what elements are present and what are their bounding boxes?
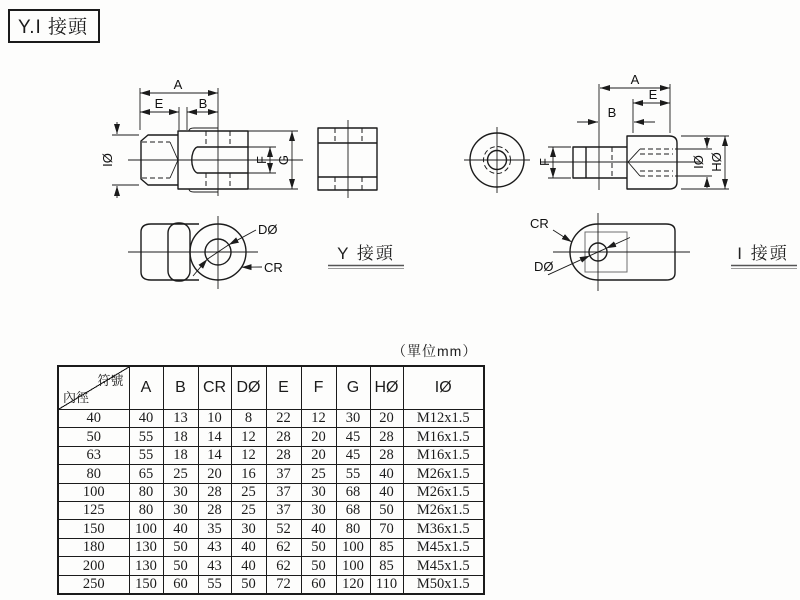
dim-value-cell: M12x1.5 [403, 410, 484, 428]
row-size-cell: 250 [58, 575, 129, 594]
dim-value-cell: M16x1.5 [403, 428, 484, 446]
table-row [58, 410, 484, 428]
dim-value-cell: 52 [266, 520, 301, 538]
row-size-cell: 180 [58, 538, 129, 556]
y-caption-text: Y 接頭 [337, 244, 395, 263]
col-header-b: B [163, 366, 198, 410]
col-header-i-dia: IØ [403, 366, 484, 410]
dim-value-cell: 37 [266, 501, 301, 519]
table-row [58, 575, 484, 594]
dim-value-cell: 85 [370, 538, 403, 556]
dim-value-cell: 55 [129, 446, 163, 464]
table-row [58, 446, 484, 464]
dim-value-cell: 20 [301, 428, 336, 446]
dim-value-cell: 20 [198, 465, 231, 483]
dim-label-i-dia: IØ [100, 153, 115, 167]
dim-value-cell: 50 [301, 557, 336, 575]
table-row [58, 501, 484, 519]
dim-value-cell: 62 [266, 557, 301, 575]
dim-value-cell: 55 [129, 428, 163, 446]
dim-value-cell: 45 [336, 446, 370, 464]
dim-value-cell: 150 [129, 575, 163, 594]
dim-value-cell: 30 [163, 501, 198, 519]
row-size-cell: 100 [58, 483, 129, 501]
col-header-f: F [301, 366, 336, 410]
dim-value-cell: 50 [163, 557, 198, 575]
dim-value-cell: 43 [198, 557, 231, 575]
dim-value-cell: 37 [266, 483, 301, 501]
dim-value-cell: 130 [129, 538, 163, 556]
dim-value-cell: 30 [163, 483, 198, 501]
i-joint-caption [731, 244, 797, 269]
dim-value-cell: 14 [198, 428, 231, 446]
dim-value-cell: 20 [301, 446, 336, 464]
dim-value-cell: 12 [301, 410, 336, 428]
dim-value-cell: 30 [336, 410, 370, 428]
dim-value-cell: 40 [370, 465, 403, 483]
dim-value-cell: M16x1.5 [403, 446, 484, 464]
dim-value-cell: 10 [198, 410, 231, 428]
col-header-h-dia: HØ [370, 366, 403, 410]
dim-value-cell: 28 [266, 446, 301, 464]
dim-value-cell: 110 [370, 575, 403, 594]
dim-value-cell: 55 [198, 575, 231, 594]
dimension-table [57, 365, 485, 595]
dim-value-cell: M50x1.5 [403, 575, 484, 594]
i-joint-end-view [464, 127, 530, 193]
dim-value-cell: 28 [266, 428, 301, 446]
dim-value-cell: 25 [231, 483, 266, 501]
dim-value-cell: M26x1.5 [403, 501, 484, 519]
dim-value-cell: 80 [129, 501, 163, 519]
dim-label-e: E [648, 87, 658, 102]
y-joint-top-view [128, 216, 283, 289]
dim-value-cell: 25 [301, 465, 336, 483]
y-joint-end-view [318, 120, 377, 198]
i-joint-top-view [530, 213, 690, 291]
dim-value-cell: 28 [370, 428, 403, 446]
dim-label-a: A [173, 77, 183, 92]
dim-value-cell: 130 [129, 557, 163, 575]
dim-value-cell: 68 [336, 501, 370, 519]
dim-value-cell: 50 [231, 575, 266, 594]
dim-value-cell: 37 [266, 465, 301, 483]
dim-value-cell: M26x1.5 [403, 483, 484, 501]
dim-value-cell: 40 [163, 520, 198, 538]
dim-value-cell: M36x1.5 [403, 520, 484, 538]
dim-value-cell: 30 [231, 520, 266, 538]
dim-value-cell: 14 [198, 446, 231, 464]
col-header-cr: CR [198, 366, 231, 410]
dim-value-cell: 13 [163, 410, 198, 428]
table-row [58, 465, 484, 483]
row-size-cell: 50 [58, 428, 129, 446]
dim-value-cell: 35 [198, 520, 231, 538]
corner-label-symbol: 符號 [97, 373, 124, 388]
dim-value-cell: 100 [336, 557, 370, 575]
dim-value-cell: 40 [231, 538, 266, 556]
row-size-cell: 125 [58, 501, 129, 519]
dim-value-cell: 18 [163, 446, 198, 464]
dim-value-cell: 60 [301, 575, 336, 594]
dim-label-e: E [154, 96, 164, 111]
dim-label-d-dia: DØ [258, 222, 278, 237]
dim-value-cell: 55 [336, 465, 370, 483]
table-body [58, 410, 484, 594]
dim-value-cell: 43 [198, 538, 231, 556]
dim-value-cell: 80 [129, 483, 163, 501]
dim-value-cell: 28 [198, 501, 231, 519]
table-row [58, 483, 484, 501]
dim-value-cell: 18 [163, 428, 198, 446]
dim-value-cell: 28 [198, 483, 231, 501]
dim-value-cell: 28 [370, 446, 403, 464]
dim-label-g: G [276, 154, 291, 166]
table-row [58, 428, 484, 446]
dim-value-cell: 70 [370, 520, 403, 538]
dim-value-cell: M45x1.5 [403, 557, 484, 575]
table-row [58, 538, 484, 556]
dim-value-cell: 30 [301, 501, 336, 519]
corner-label-bore: 內徑 [63, 390, 90, 405]
dim-value-cell: 85 [370, 557, 403, 575]
dim-value-cell: 45 [336, 428, 370, 446]
dim-value-cell: 40 [231, 557, 266, 575]
dim-value-cell: 50 [163, 538, 198, 556]
dim-value-cell: 20 [370, 410, 403, 428]
unit-note: （單位mm） [392, 343, 478, 359]
dim-value-cell: 30 [301, 483, 336, 501]
dim-label-b: B [198, 96, 208, 111]
corner-header-cell [58, 366, 129, 410]
dim-value-cell: 50 [301, 538, 336, 556]
dim-value-cell: 65 [129, 465, 163, 483]
dim-label-a: A [630, 72, 640, 87]
dim-value-cell: 25 [231, 501, 266, 519]
col-header-e: E [266, 366, 301, 410]
dim-value-cell: 100 [129, 520, 163, 538]
dim-value-cell: 68 [336, 483, 370, 501]
table-row [58, 520, 484, 538]
dim-value-cell: 62 [266, 538, 301, 556]
row-size-cell: 63 [58, 446, 129, 464]
dim-label-f: F [537, 158, 552, 166]
y-joint-caption [328, 244, 404, 269]
row-size-cell: 150 [58, 520, 129, 538]
dim-value-cell: 22 [266, 410, 301, 428]
dim-label-h-dia: HØ [709, 152, 724, 172]
row-size-cell: 40 [58, 410, 129, 428]
dim-value-cell: 25 [163, 465, 198, 483]
dim-value-cell: 40 [370, 483, 403, 501]
dim-value-cell: 100 [336, 538, 370, 556]
dim-value-cell: 16 [231, 465, 266, 483]
dim-label-d-dia: DØ [534, 259, 554, 274]
dim-value-cell: 50 [370, 501, 403, 519]
y-joint-dimensions [100, 77, 298, 198]
dim-value-cell: 12 [231, 428, 266, 446]
table-row [58, 557, 484, 575]
dim-label-f: F [254, 156, 269, 164]
dim-value-cell: 60 [163, 575, 198, 594]
i-caption-text: I 接頭 [737, 244, 789, 263]
dim-value-cell: 12 [231, 446, 266, 464]
i-joint-side-view [540, 136, 700, 189]
row-size-cell: 200 [58, 557, 129, 575]
col-header-a: A [129, 366, 163, 410]
dim-value-cell: 40 [301, 520, 336, 538]
col-header-d-dia: DØ [231, 366, 266, 410]
dim-value-cell: 8 [231, 410, 266, 428]
col-header-g: G [336, 366, 370, 410]
dimension-table-wrapper [57, 365, 485, 595]
dim-value-cell: 40 [129, 410, 163, 428]
table-header-row [58, 366, 484, 410]
i-joint-dimensions [537, 72, 729, 190]
dim-label-cr: CR [530, 216, 549, 231]
row-size-cell: 80 [58, 465, 129, 483]
dim-value-cell: 80 [336, 520, 370, 538]
dim-value-cell: M26x1.5 [403, 465, 484, 483]
dim-value-cell: M45x1.5 [403, 538, 484, 556]
dim-value-cell: 72 [266, 575, 301, 594]
dim-value-cell: 120 [336, 575, 370, 594]
dim-label-cr: CR [264, 260, 283, 275]
dim-label-i-dia: IØ [691, 155, 706, 169]
page-title: Y.I 接頭 [8, 9, 100, 43]
dim-label-b: B [607, 105, 617, 120]
